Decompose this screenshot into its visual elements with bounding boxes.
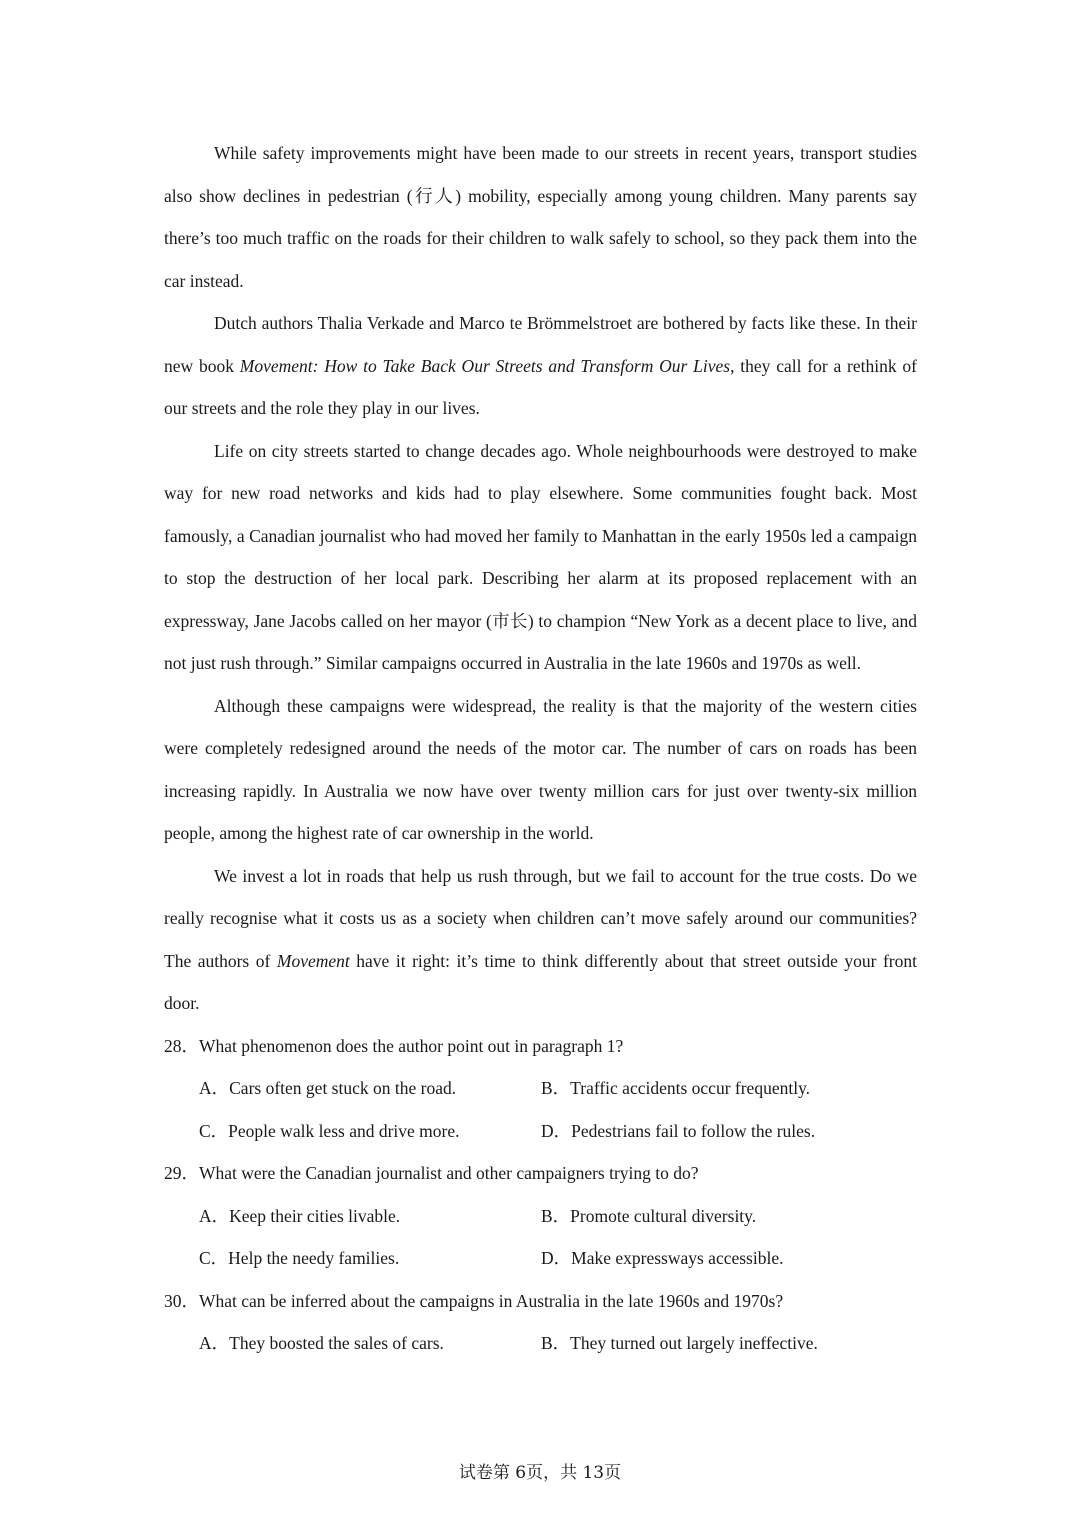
answer-option-c: C．People walk less and drive more. [199,1120,460,1141]
answer-option-a: A．They boosted the sales of cars. [199,1333,444,1353]
reading-passage [164,132,917,1025]
passage-paragraph [164,132,917,302]
book-title: Movement: How to Take Back Our Streets and Transform Our Lives [239,355,731,376]
question-stem: 30．What can be inferred about the campaigns in Australia in the late 1960s and 1970s? [164,1290,784,1311]
answer-option-c: C．Help the needy families. [199,1248,400,1268]
page-footer: 试卷第 6页，共 13页 [458,1463,622,1483]
question-item [164,1152,917,1280]
answer-option-d: D．Make expressways accessible. [541,1248,784,1268]
question-item [164,1280,917,1365]
passage-paragraph [164,855,917,1025]
answer-options [164,1195,917,1280]
passage-paragraph [164,685,917,855]
answer-option-a: A．Cars often get stuck on the road. [199,1078,457,1098]
passage-paragraph [164,302,917,430]
paragraph-text: , they call for a rethink of our streets and the role they play in our lives. [164,355,917,418]
paragraph-text: While safety improvements might have been made to our streets in recent years, transport studies also show declines in pedestrian (行人) mobility, especially among young children. Many parents say there’s too much traffic on the roads for their children to walk safely to school, so they pack them into the car instead. [164,143,917,291]
book-title: Movement [276,950,350,971]
answer-options [164,1322,917,1365]
question-stem: 28．What phenomenon does the author point out in paragraph 1? [164,1035,624,1056]
question-stem: 29．What were the Canadian journalist and other campaigners trying to do? [164,1163,699,1183]
exam-page-content [164,132,917,1365]
answer-options [164,1067,917,1152]
paragraph-text: have it right: it’s time to think differently about that street outside your front door. [164,950,917,1013]
answer-option-b: B．They turned out largely ineffective. [541,1333,818,1353]
paragraph-text: We invest a lot in roads that help us rush through, but we fail to account for the true costs. Do we really recognise what it costs us as a society when children can’t move safely around our communities? The authors of [164,865,917,971]
answer-option-a: A．Keep their cities livable. [199,1205,401,1226]
paragraph-text: Dutch authors Thalia Verkade and Marco te Brömmelstroet are bothered by facts like these. In their new book [164,313,917,376]
question-list [164,1025,917,1365]
paragraph-text: Although these campaigns were widespread, the reality is that the majority of the western cities were completely redesigned around the needs of the motor car. The number of cars on roads has been increasing rapidly. In Australia we now have over twenty million cars for just over twenty-six million people, among the highest rate of car ownership in the world. [164,695,917,843]
passage-paragraph [164,430,917,685]
paragraph-text: Life on city streets started to change decades ago. Whole neighbourhoods were destroyed to make way for new road networks and kids had to play elsewhere. Some communities fought back. Most famously, a Canadian journalist who had moved her family to Manhattan in the early 1950s led a campaign to stop the destruction of her local park. Describing her alarm at its proposed replacement with an expressway, Jane Jacobs called on her mayor (市长) to champion “New York as a decent place to live, and not just rush through.” Similar campaigns occurred in Australia in the late 1960s and 1970s as well. [164,440,917,673]
question-item [164,1025,917,1153]
answer-option-b: B．Promote cultural diversity. [541,1205,757,1226]
answer-option-b: B．Traffic accidents occur frequently. [541,1078,811,1098]
answer-option-d: D．Pedestrians fail to follow the rules. [541,1120,816,1141]
